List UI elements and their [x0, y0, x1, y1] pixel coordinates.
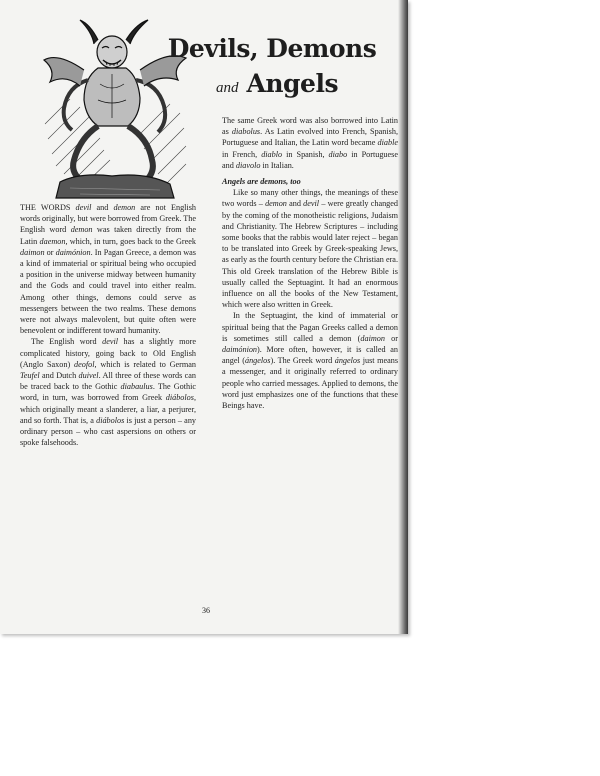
left-column — [20, 202, 196, 448]
italic-term: diábolos — [96, 415, 125, 425]
title-line-one: Devils, Demons — [167, 34, 377, 63]
italic-term: diábolos — [165, 393, 194, 403]
page-number: 36 — [202, 606, 210, 615]
italic-term: Teufel — [20, 371, 40, 381]
title-line-two — [160, 65, 384, 97]
italic-term: daimónion — [55, 247, 91, 257]
page-edge-shadow — [398, 0, 408, 634]
italic-term: diabaulus — [120, 382, 153, 392]
italic-term: duivel — [78, 371, 99, 381]
title-conjunction: and — [215, 80, 239, 96]
italic-term: diablo — [261, 149, 283, 159]
italic-term: demon — [70, 225, 93, 235]
body-paragraph: The same Greek word was also borrowed into Latin as diabolus. As Latin evolved into French, Spanish, Portuguese and Italian, the Latin word became diable in French, diablo in Spanish, diabo in Portuguese and diavolo in Italian. — [222, 116, 398, 170]
italic-term: deofol — [74, 359, 95, 369]
italic-term: diabolus — [231, 127, 261, 137]
italic-term: daemon — [39, 236, 66, 246]
italic-term: demon — [113, 203, 136, 212]
body-paragraph: In the Septuagint, the kind of immaterial or spiritual being that the Pagan Greeks called a demon is sometimes still called a demon (daimon or daimónion). More often, however, it is called an angel (ángelos). The Greek word ángelos just means a messenger, and it originally referred to ordinary people who carried messages. Applied to demons, the word just emphasizes one of the functions that these Beings have. — [222, 311, 399, 411]
italic-term: diable — [377, 138, 398, 148]
right-column — [222, 115, 398, 411]
article-title — [160, 36, 384, 97]
lead-in-words: THE WORDS — [20, 203, 71, 212]
body-paragraph: THE WORDS devil and demon are not English words originally, but were borrowed from Greek. The English word demon was taken directly from the Latin daemon, which, in turn, goes back to the Greek daimon or daimónion. In Pagan Greece, a demon was a kind of immaterial or spiritual being who occupied a position in the universe midway between humanity and the Gods and could travel into either realm. Among other things, demons could serve as messengers between the two realms. These demons were not always malevolent, but quite often were benevolent or indifferent toward humanity. — [20, 203, 196, 336]
italic-term: demon — [265, 199, 287, 209]
title-angels: Angels — [246, 69, 339, 98]
body-paragraph: The English word devil has a slightly more complicated history, going back to Old English (Anglo Saxon) deofol, which is related to German Teufel and Dutch duivel. All three of these words can be traced back to the Gothic diabaulus. The Gothic word, in turn, was borrowed from Greek diábolos, which originally meant a slanderer, a liar, a perjurer, and so forth. That is, a diábolos is just a person – any ordinary person – who cast aspersions on others or spoke falsehoods. — [20, 337, 197, 448]
italic-term: daimon — [20, 247, 45, 257]
italic-term: devil — [102, 337, 119, 347]
italic-term: devil — [303, 199, 320, 209]
italic-term: devil — [75, 203, 92, 212]
section-subheading: Angels are demons, too — [222, 177, 301, 187]
italic-term: daimónion — [222, 345, 258, 355]
italic-term: diavolo — [235, 160, 261, 170]
italic-term: ángelos — [244, 356, 271, 366]
italic-term: daimon — [360, 333, 385, 343]
body-paragraph: Like so many other things, the meanings of these two words – demon and devil – were greatly changed by the coming of the monotheistic religions, Judaism and Christianity. The Hebrew Scriptures – including some books that the rabbis would later reject – began to be translated into Greek by Greek-speaking Jews, as early as the fourth century before the Christian era. This old Greek translation of the Hebrew Bible is usually called the Septuagint. It had an enormous influence on all the books of the New Testament, which were also written in Greek. — [222, 188, 398, 310]
italic-term: ángelos — [334, 356, 361, 366]
italic-term: diabo — [328, 149, 348, 159]
